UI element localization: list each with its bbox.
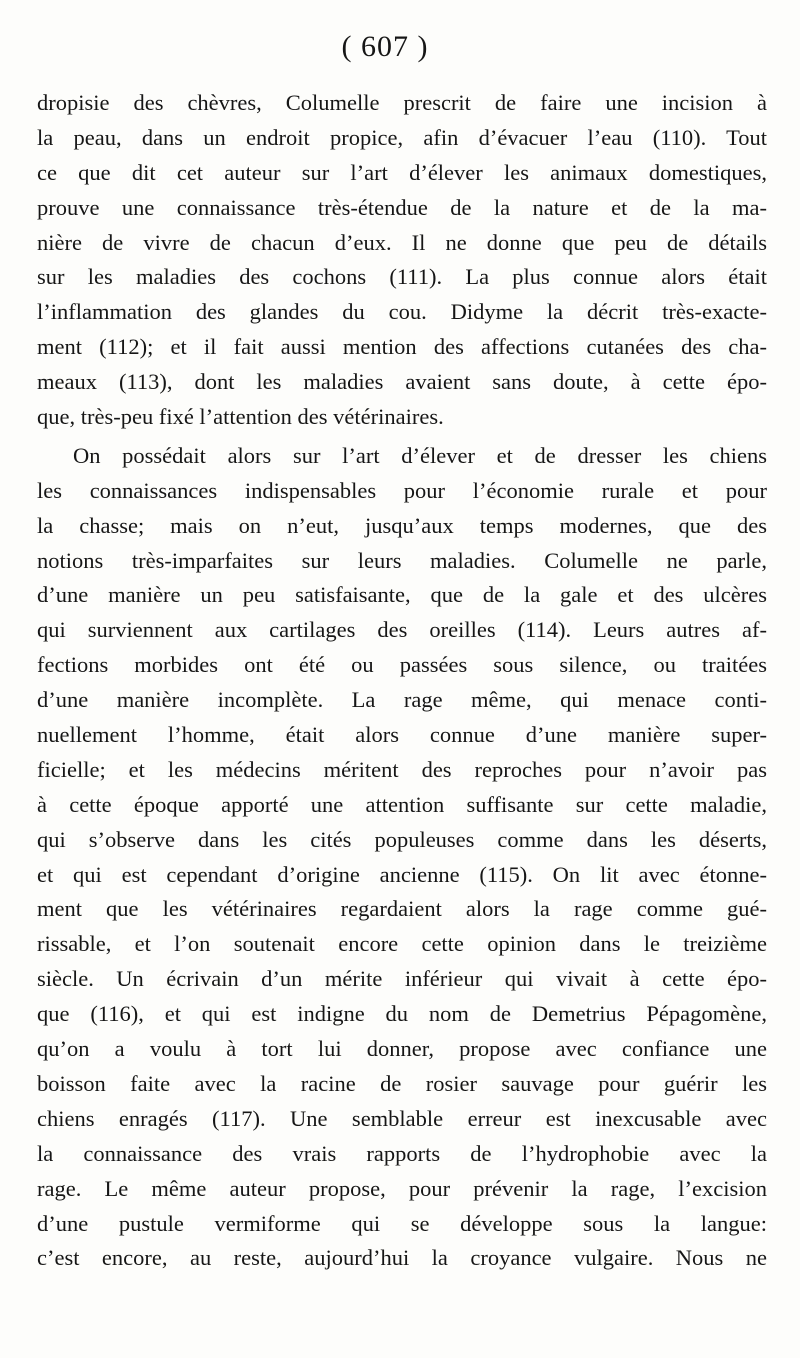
text-line: ficielle; et les médecins méritent des reproches pour n’avoir pas: [37, 756, 767, 782]
text-line: à cette époque apporté une attention suffisante sur cette maladie,: [37, 791, 767, 817]
text-line: dropisie des chèvres, Columelle prescrit de faire une incision à: [37, 90, 767, 115]
text-line: qui surviennent aux cartilages des oreilles (114). Leurs autres af-: [37, 617, 767, 643]
body-text: [37, 86, 767, 1276]
text-line: et qui est cependant d’origine ancienne (115). On lit avec étonne-: [37, 861, 767, 887]
text-line: nière de vivre de chacun d’eux. Il ne donne que peu de détails: [37, 229, 767, 255]
text-line: d’une pustule vermiforme qui se développe sous la langue:: [37, 1210, 767, 1236]
text-line: la connaissance des vrais rapports de l’hydrophobie avec la: [37, 1140, 767, 1166]
paragraph: [37, 439, 767, 1276]
text-line: ment (112); et il fait aussi mention des affections cutanées des cha-: [37, 334, 767, 360]
text-line: qui s’observe dans les cités populeuses comme dans les déserts,: [37, 826, 767, 852]
text-line: rage. Le même auteur propose, pour prévenir la rage, l’excision: [37, 1175, 767, 1201]
paragraph: [37, 86, 767, 435]
text-line: la peau, dans un endroit propice, afin d’évacuer l’eau (110). Tout: [37, 124, 767, 150]
text-line: d’une manière un peu satisfaisante, que de la gale et des ulcères: [37, 582, 767, 608]
text-line: qu’on a voulu à tort lui donner, propose avec confiance une: [37, 1036, 767, 1062]
text-line: meaux (113), dont les maladies avaient sans doute, à cette épo-: [37, 369, 767, 395]
page-number: ( 607 ): [341, 30, 429, 63]
text-line: On possédait alors sur l’art d’élever et de dresser les chiens: [73, 442, 767, 468]
text-line: rissable, et l’on soutenait encore cette opinion dans le treizième: [37, 931, 767, 957]
text-line: nuellement l’homme, était alors connue d’une manière super-: [37, 722, 767, 748]
text-line: d’une manière incomplète. La rage même, qui menace conti-: [37, 687, 767, 713]
text-line: chiens enragés (117). Une semblable erreur est inexcusable avec: [37, 1105, 767, 1131]
text-line: que (116), et qui est indigne du nom de Demetrius Pépagomène,: [37, 1001, 767, 1027]
text-line: siècle. Un écrivain d’un mérite inférieur qui vivait à cette épo-: [37, 966, 767, 992]
text-line: que, très-peu fixé l’attention des vétérinaires.: [37, 404, 444, 430]
text-line: notions très-imparfaites sur leurs maladies. Columelle ne parle,: [37, 547, 767, 573]
text-line: l’inflammation des glandes du cou. Didyme la décrit très-exacte-: [37, 299, 767, 325]
text-line: fections morbides ont été ou passées sous silence, ou traitées: [37, 652, 767, 678]
text-line: les connaissances indispensables pour l’économie rurale et pour: [37, 477, 767, 503]
text-line: boisson faite avec la racine de rosier sauvage pour guérir les: [37, 1070, 767, 1096]
text-line: c’est encore, au reste, aujourd’hui la croyance vulgaire. Nous ne: [37, 1245, 767, 1271]
text-line: la chasse; mais on n’eut, jusqu’aux temps modernes, que des: [37, 512, 767, 538]
text-line: ce que dit cet auteur sur l’art d’élever les animaux domestiques,: [37, 159, 767, 185]
text-line: prouve une connaissance très-étendue de la nature et de la ma-: [37, 194, 767, 220]
text-line: ment que les vétérinaires regardaient alors la rage comme gué-: [37, 896, 767, 922]
text-line: sur les maladies des cochons (111). La plus connue alors était: [37, 264, 767, 290]
